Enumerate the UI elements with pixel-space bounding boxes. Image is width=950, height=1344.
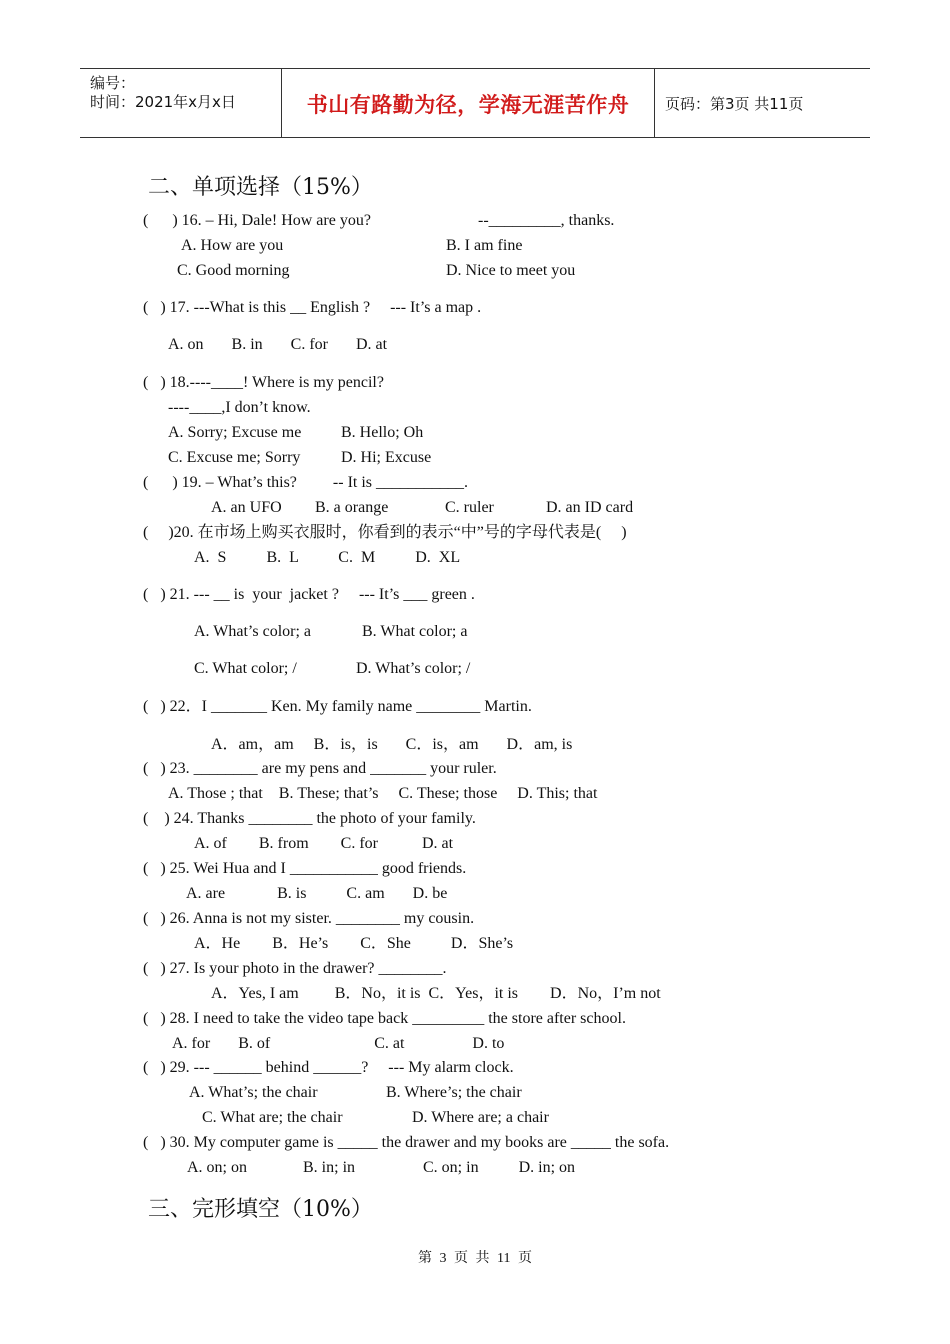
page-footer (0, 1247, 950, 1267)
footer-total-pages: 11 (497, 1251, 511, 1266)
question-stem: ( ) 25. Wei Hua and I ___________ good friends. (143, 860, 467, 877)
number-label: 编号： (90, 74, 136, 92)
option-a: A. What’s color; a (194, 623, 312, 640)
option-c: C. Excuse me; Sorry (168, 449, 301, 466)
option-d: D. What’s color; / (356, 660, 471, 677)
question-stem: ( ) 21. --- __ is your jacket ? --- It’s ___ green . (143, 586, 475, 603)
footer-ye2: 页 (517, 1251, 532, 1266)
footer-ye: 页 (454, 1251, 468, 1266)
option-b: B. I am fine (446, 237, 523, 254)
option-a: A. What’s; the chair (189, 1084, 318, 1101)
time-label: 时间：2021年x月x日 (90, 93, 236, 111)
options-row: A. S B. L C. M D. XL (194, 549, 461, 566)
page-header (80, 68, 870, 138)
question-stem: ( ) 17. ---What is this __ English ? --- It’s a map . (143, 299, 482, 316)
footer-page-number: 3 (439, 1251, 447, 1266)
option-a: A. an UFO (211, 499, 282, 516)
question-stem: ( ) 30. My computer game is _____ the drawer and my books are _____ the sofa. (143, 1134, 670, 1151)
option-b: B. a orange (315, 499, 389, 516)
question-stem: ( ) 28. I need to take the video tape back _________ the store after school. (143, 1010, 626, 1027)
footer-di: 第 (418, 1251, 432, 1266)
question-stem: ( ) 29. --- ______ behind ______? --- My alarm clock. (143, 1059, 514, 1076)
question-stem: ( ) 24. Thanks ________ the photo of your family. (143, 810, 476, 827)
option-c: C. What are; the chair (202, 1109, 343, 1126)
options-row: A. of B. from C. for D. at (194, 835, 454, 852)
question-stem: ( ) 22．I _______ Ken. My family name ________ Martin. (143, 698, 532, 715)
option-d: D. Hi; Excuse (341, 449, 432, 466)
option-b: B. Hello; Oh (341, 424, 424, 441)
section-title: 三、完形填空（10%） (148, 1197, 373, 1222)
options-row: A. on B. in C. for D. at (168, 336, 388, 353)
footer-gong: 共 (475, 1251, 490, 1266)
option-c: C. ruler (445, 499, 494, 516)
question-stem: ( ) 19. – What’s this? -- It is ___________. (143, 474, 469, 491)
options-row: A. for B. of C. at D. to (172, 1035, 505, 1052)
options-row: A. Those ; that B. These; that’s C. These; those D. This; that (168, 785, 598, 802)
section-title: 二、单项选择（15%） (148, 175, 373, 200)
question-reply: --_________, thanks. (478, 212, 615, 229)
question-stem: ( ) 27. Is your photo in the drawer? ________. (143, 960, 447, 977)
options-row: A．He B．He’s C．She D．She’s (194, 935, 514, 952)
question-stem: ( ) 23. ________ are my pens and _______ your ruler. (143, 760, 497, 777)
options-row: A. on; on B. in; in C. on; in D. in; on (187, 1159, 576, 1176)
question-stem: ( ) 26. Anna is not my sister. ________ my cousin. (143, 910, 475, 927)
question-stem: ( ) 16. – Hi, Dale! How are you? (143, 212, 371, 229)
option-b: B. Where’s; the chair (386, 1084, 522, 1101)
option-c: C. What color; / (194, 660, 297, 677)
option-d: D. an ID card (546, 499, 634, 516)
options-row: A. are B. is C. am D. be (186, 885, 448, 902)
question-reply: ----____,I don’t know. (168, 399, 311, 416)
option-a: A. How are you (181, 237, 284, 254)
question-stem: ( ) 18.----____! Where is my pencil? (143, 374, 384, 391)
options-row: A．am，am B．is，is C．is，am D．am, is (211, 736, 573, 753)
option-b: B. What color; a (362, 623, 468, 640)
option-c: C. Good morning (177, 262, 290, 279)
option-d: D. Where are; a chair (412, 1109, 549, 1126)
option-d: D. Nice to meet you (446, 262, 576, 279)
motto: 书山有路勤为径，学海无涯苦作舟 (306, 93, 630, 117)
options-row: A．Yes, I am B．No，it is C．Yes，it is D．No，I’m not (211, 985, 661, 1002)
page-label: 页码：第3页 共11页 (665, 95, 804, 113)
header-divider (654, 69, 655, 137)
option-a: A. Sorry; Excuse me (168, 424, 302, 441)
question-stem: ( )20. 在市场上购买衣服时，你看到的表示“中”号的字母代表是( ) (143, 524, 627, 541)
